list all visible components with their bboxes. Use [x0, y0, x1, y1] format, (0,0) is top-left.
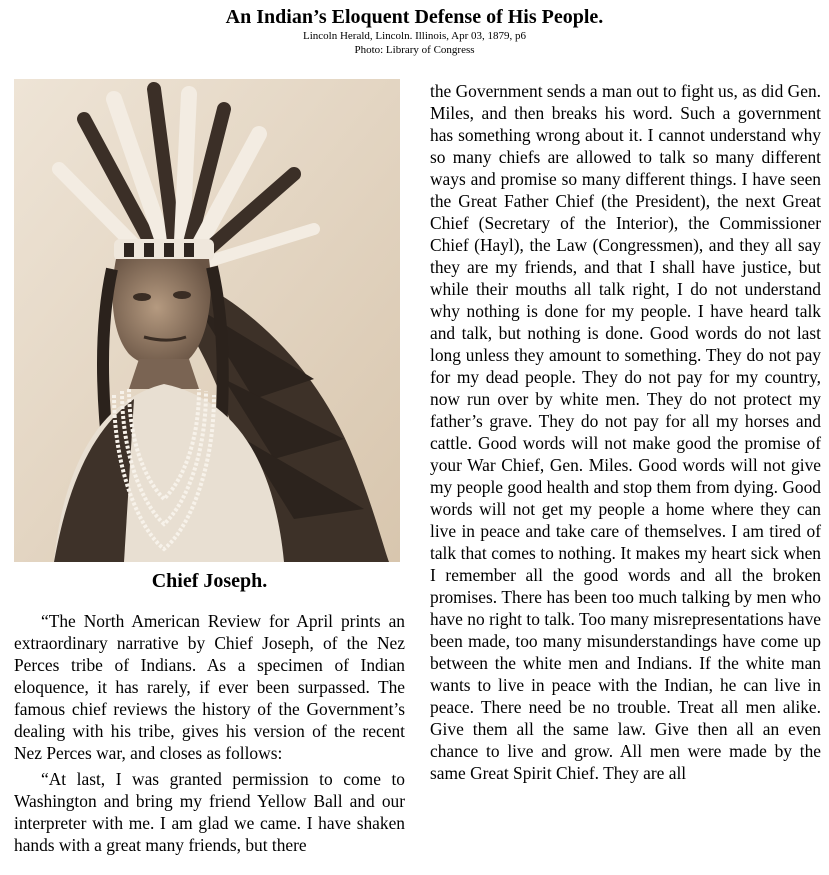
left-column: [14, 610, 405, 856]
article-source: Lincoln Herald, Lincoln. Illinois, Apr 03, 1879, p6: [302, 30, 527, 42]
chief-joseph-portrait-photo: [14, 79, 400, 562]
continued-paragraph: the Government sends a man out to fight us, as did Gen. Miles, and then breaks his word. Such a government has something wrong about it. I cannot understand why so many chiefs are allowed to talk so many different ways and promise so many different things. I have seen the Great Father Chief (the President), the next Great Chief (Secretary of the Interior), the Commissioner Chief (Hayl), the Law (Congressmen), and they all say they are my friends, and that I shall have justice, but while their mouths all talk right, I do not understand why nothing is done for my people. I have heard talk and talk, but nothing is done. Good words do not last long unless they amount to something. They do not pay for my dead people. They do not pay for my country, now run over by white men. They do not protect my father’s grave. They do not pay for all my horses and cattle. Good words will not make good the promise of your War Chief, Gen. Miles. Good words will not give my people good health and stop them from dying. Good words will not get my people a home where they can live in peace and take care of themselves. I am tired of talk that comes to nothing. It makes my heart sick when I remember all the good words and all the broken promises. There has been too much talking by men who have no right to talk. Too many misrepresentations have been made, too many misunderstandings have come up between the white men and Indians. If the white man wants to live in peace with the Indian, he can live in peace. There need be no trouble. Treat all men alike. Give them all the same law. Give then all an even chance to live and grow. All men were made by the same Great Spirit Chief. They are all: [430, 81, 821, 783]
paragraph: “The North American Review for April prints an extraordinary narrative by Chief Joseph, of the Nez Perces tribe of Indians. As a specimen of Indian eloquence, it has rarely, if ever been surpassed. The famous chief reviews the history of the Government’s dealing with his tribe, gives his version of the recent Nez Perces war, and closes as follows:: [14, 611, 405, 763]
article-header: [0, 0, 829, 57]
article-title: An Indian’s Eloquent Defense of His People.: [225, 6, 604, 28]
right-column: [430, 80, 821, 784]
photo-credit: Photo: Library of Congress: [354, 44, 475, 56]
photo-caption: Chief Joseph.: [151, 570, 268, 592]
paragraph: “At last, I was granted permission to come to Washington and bring my friend Yellow Ball and our interpreter with me. I am glad we came. I have shaken hands with a great many friends, but there: [14, 769, 405, 855]
